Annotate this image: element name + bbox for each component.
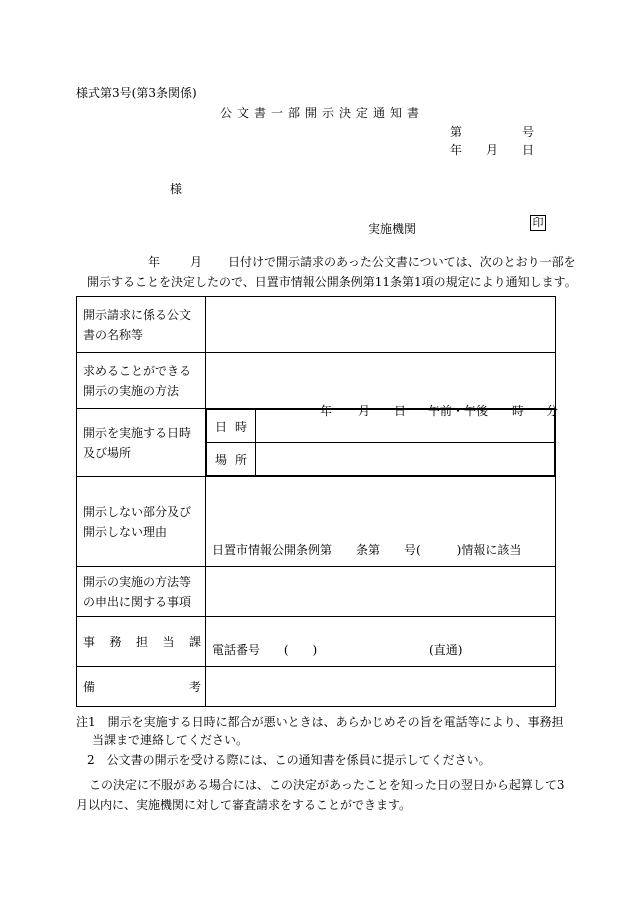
table-row — [77, 409, 556, 477]
form-number: 様式第3号(第3条関係) — [76, 86, 197, 100]
office-value — [206, 617, 556, 667]
appeal-line-b: 月以内に、実施機関に対して審査請求をすることができます。 — [76, 798, 412, 812]
doc-name-value — [206, 297, 556, 353]
dt-hour: 時 — [512, 404, 525, 418]
datetime-inner — [206, 404, 559, 476]
number-prefix: 第 — [450, 125, 463, 139]
table-row — [77, 567, 556, 617]
agency-label: 実施機関 — [368, 222, 417, 236]
datetime-cell — [206, 404, 559, 477]
request-value — [206, 567, 556, 617]
ordinance-ref: 日置市情報公開条例第 条第 号( )情報に該当 — [212, 543, 522, 557]
place-value — [256, 443, 555, 476]
dt-month: 月 — [358, 404, 371, 418]
datetime-value — [256, 404, 559, 443]
direct-line: (直通) — [429, 643, 463, 657]
note-1-line-a: 注1 開示を実施する日時に都合が悪いときは、あらかじめその旨を電話等により、事務担 — [76, 715, 564, 729]
body-line-1 — [148, 253, 576, 270]
method-label: 求めることができる開示の実施の方法 — [77, 353, 206, 409]
dt-minute: 分 — [546, 404, 559, 418]
dt-day: 日 — [394, 404, 407, 418]
date-day: 日 — [522, 143, 535, 157]
undisclosed-value — [206, 477, 556, 567]
body-month: 月 — [190, 255, 203, 269]
table-row — [77, 617, 556, 667]
table-row — [77, 353, 556, 409]
undisclosed-label: 開示しない部分及び開示しない理由 — [77, 477, 206, 567]
note-1-line-b: 当課まで連絡してください。 — [92, 733, 249, 747]
appeal-line-a: この決定に不服がある場合には、この決定があったことを知った日の翌日から起算して3 — [89, 778, 565, 792]
body-year: 年 — [148, 255, 161, 269]
seal-mark: 印 — [530, 215, 546, 231]
doc-name-label: 開示請求に係る公文書の名称等 — [77, 297, 206, 353]
body-line-2: 開示することを決定したので、日置市情報公開条例第11条第1項の規定により通知します。 — [87, 275, 577, 289]
notice-table — [76, 296, 559, 707]
remarks-value — [206, 667, 556, 707]
phone-label: 電話番号 — [212, 643, 261, 657]
datetime-sub-label: 日時 — [207, 410, 256, 443]
note-2: 2 公文書の開示を受ける際には、この通知書を係員に提示してください。 — [87, 753, 491, 767]
addressee-suffix: 様 — [170, 182, 183, 196]
table-row — [77, 297, 556, 353]
office-label: 事務担当課 — [77, 617, 206, 667]
body-line-1-text: 日付けで開示請求のあった公文書については、次のとおり一部を — [228, 255, 576, 269]
number-suffix: 号 — [522, 125, 535, 139]
remarks-label: 備考 — [77, 667, 206, 707]
date-year: 年 — [450, 143, 463, 157]
method-value — [206, 353, 556, 409]
dt-ampm: 午前・午後 — [428, 404, 489, 418]
datetime-label: 開示を実施する日時及び場所 — [77, 409, 206, 477]
table-row — [77, 477, 556, 567]
document-title: 公文書一部開示決定通知書 — [220, 106, 425, 120]
date-month: 月 — [486, 143, 499, 157]
table-row — [77, 667, 556, 707]
place-sub-label: 場所 — [207, 443, 256, 476]
phone-paren: ( ) — [283, 643, 318, 657]
dt-year: 年 — [320, 404, 333, 418]
request-label: 開示の実施の方法等の申出に関する事項 — [77, 567, 206, 617]
